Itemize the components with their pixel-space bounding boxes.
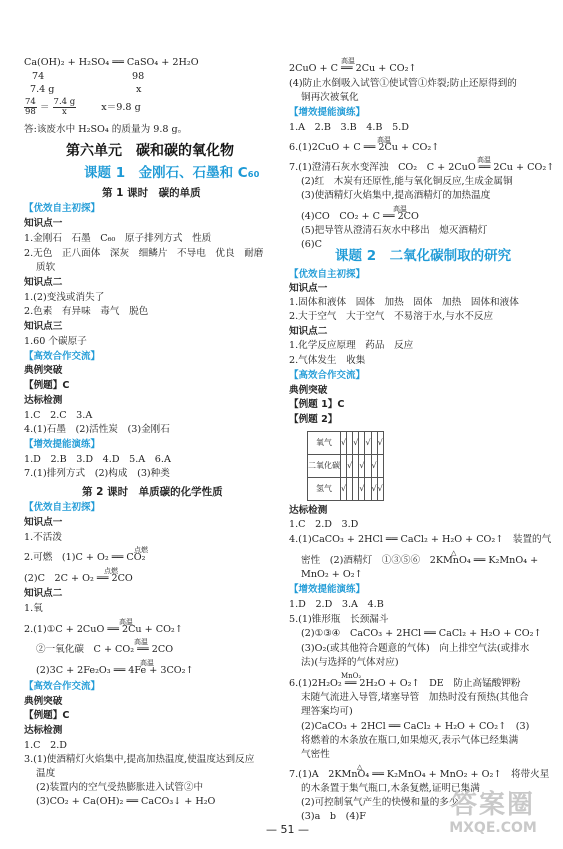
table-cell: √ (377, 432, 383, 455)
answer-line: 5.(1)锥形瓶 长颈漏斗 (289, 614, 389, 625)
result: x＝9.8 g (101, 102, 141, 113)
denominator: 98 (25, 107, 36, 117)
equation-text: 2.可燃 (1)C + O₂ ══ CO₂ (24, 552, 146, 563)
answer-line: (3)a b (4)F (301, 811, 366, 822)
answer-line: (2)CaCO₃ + 2HCl ══ CaCl₂ + H₂O + CO₂↑ (3) (301, 721, 530, 732)
condition: 高温 (140, 659, 154, 667)
knowledge-point: 知识点三 (24, 321, 63, 332)
numerator: 7.4 g (53, 97, 76, 107)
condition: 高温 (393, 205, 407, 213)
section-header: 【优效自主初探】 (289, 269, 366, 280)
equation (36, 659, 194, 677)
answer-line: 1.(2)变浅或消失了 (24, 292, 105, 303)
equation-text: 2.(1)①C + 2CuO ══ 2Cu + CO₂↑ (24, 624, 183, 635)
table-row-label: 二氧化碳 (308, 455, 341, 478)
answer-line: 的木条置于集气瓶口,木条复燃,证明已集满 (301, 783, 480, 794)
answer-line: (2)红 木炭有还原性,能与氧化铜反应,生成金属铜 (301, 176, 513, 187)
equation (24, 567, 133, 585)
answer-line: 气密性 (301, 749, 330, 760)
subheading: 典例突破 (24, 696, 63, 707)
watermark-url: MXQE.COM (449, 820, 537, 836)
knowledge-point: 知识点二 (289, 326, 328, 337)
answer-line: 2.无色 正八面体 深灰 细鳞片 不导电 优良 耐磨 (24, 248, 264, 259)
answer-line: (2)①③④ CaCO₃ + 2HCl ══ CaCl₂ + H₂O + CO₂↑ (301, 628, 542, 639)
section-header: 【增效提能演练】 (289, 107, 366, 118)
denominator: x (61, 107, 67, 117)
equation-text: 2CuO + C ══ 2Cu + CO₂↑ (289, 63, 417, 74)
equation-line (24, 567, 133, 585)
answer-line: 1.固体和液体 固体 加热 固体 加热 固体和液体 (289, 297, 519, 308)
equation-line (36, 659, 194, 677)
section-header: 【优效自主初探】 (24, 203, 101, 214)
section-title: 第 2 课时 单质碳的化学性质 (82, 486, 223, 498)
table-cell: √ (347, 455, 353, 478)
equation-text: 6.(1)2H₂O₂ ══ 2H₂O + O₂↑ DE 防止高锰酸钾粉 (289, 678, 521, 689)
equation-text: 7.(1)澄清石灰水变浑浊 CO₂ C + 2CuO ══ 2Cu + CO₂↑ (289, 162, 555, 173)
equation-line (24, 618, 183, 636)
condition: △ (357, 763, 363, 771)
section-header: 【高效合作交流】 (24, 681, 101, 692)
answer-line: 2.色素 有异味 毒气 脱色 (24, 306, 149, 317)
equation-line: Ca(OH)₂ + H₂SO₄ ══ CaSO₄ + 2H₂O (24, 57, 199, 68)
table-cell: √ (341, 478, 347, 501)
example: 【例题 1】C (289, 399, 345, 410)
mass-value: x (136, 84, 142, 95)
answer-line: 末随气流进入导管,堵塞导管 加热时没有预热(其他合 (301, 692, 529, 703)
equation-text: ②一氧化碳 C + CO₂ ══ 2CO (36, 644, 174, 655)
answer-line: 1.60 个碳原子 (24, 336, 87, 347)
equation (289, 156, 555, 174)
equation-line (289, 672, 521, 690)
answer-line: (2)装置内的空气受热膨胀进入试管②中 (36, 782, 204, 793)
table-cell: √ (353, 432, 359, 455)
unit-title: 第六单元 碳和碳的氧化物 (66, 143, 234, 159)
example: 【例题】C (24, 380, 70, 391)
answer-line: 将燃着的木条放在瓶口,如果熄灭,表示气体已经集满 (301, 735, 519, 746)
condition: 高温 (341, 57, 355, 65)
answer-line: (3)使酒精灯火焰集中,提高酒精灯的加热温度 (301, 190, 491, 201)
equation (24, 546, 148, 564)
table-cell: √ (341, 432, 347, 455)
answer-line: 1.D 2.D 3.A 4.B (289, 599, 384, 610)
mass-value: 98 (132, 71, 145, 82)
answer-line: (3)CO₂ + Ca(OH)₂ ══ CaCO₃↓ + H₂O (36, 796, 216, 807)
condition: MnO₂ (341, 672, 362, 680)
section-header: 【增效提能演练】 (24, 439, 101, 450)
equation (289, 136, 440, 154)
answer-line: 1.不活泼 (24, 532, 62, 543)
equation-line (24, 546, 148, 564)
answer-line: (6)C (301, 239, 322, 250)
equation-text: (2)C 2C + O₂ ══ 2CO (24, 573, 133, 584)
condition: 高温 (377, 136, 391, 144)
equation-text: (2)3C + 2Fe₂O₃ ══ 4Fe + 3CO₂↑ (36, 665, 194, 676)
equation-line (289, 57, 417, 75)
answer-line: 质软 (36, 262, 56, 273)
condition: △ (451, 549, 457, 557)
answer-line: 2.大于空气 大于空气 不易溶于水,与水不反应 (289, 311, 494, 322)
answer-line: 1.化学反应原理 药品 反应 (289, 340, 414, 351)
mass-value: 7.4 g (30, 84, 55, 95)
table-cell: √ (365, 432, 371, 455)
equation-text: (4)CO CO₂ + C ══ 2CO (301, 211, 419, 222)
equation-line (289, 763, 550, 781)
table-cell: √ (359, 455, 365, 478)
equation (301, 549, 539, 567)
condition: 高温 (119, 618, 133, 626)
answer-line: 7.(1)排列方式 (2)构成 (3)种类 (24, 468, 170, 479)
section-header: 【优效自主初探】 (24, 502, 101, 513)
answer-line: 4.(1)石墨 (2)活性炭 (3)金刚石 (24, 424, 170, 435)
answer-line: 1.氧 (24, 603, 43, 614)
answer-line: 1.A 2.B 3.B 4.B 5.D (289, 122, 409, 133)
answer-line: 1.C 2.D (24, 740, 67, 751)
table-row-label: 氧气 (308, 432, 341, 455)
answer-line: 2.气体发生 收集 (289, 355, 366, 366)
equation (36, 638, 174, 656)
page-number: — 51 — (266, 823, 309, 836)
section-header: 【高效合作交流】 (24, 351, 101, 362)
knowledge-point: 知识点二 (24, 277, 63, 288)
subheading: 达标检测 (289, 505, 328, 516)
equation (289, 763, 550, 781)
equation-text: 7.(1)A 2KMnO₄ ══ K₂MnO₄ + MnO₂ + O₂↑ 将带火星 (289, 769, 550, 780)
table-cell: √ (377, 478, 383, 501)
section-title: 第 1 课时 碳的单质 (102, 187, 201, 199)
table-cell: √ (371, 478, 377, 501)
section-header: 【高效合作交流】 (289, 370, 366, 381)
subheading: 达标检测 (24, 725, 63, 736)
answer-line: 1.C 2.C 3.A (24, 410, 93, 421)
fraction (53, 98, 77, 117)
lesson-title: 课题 1 金刚石、石墨和 C₆₀ (84, 165, 260, 181)
answer-line: 铜再次被氧化 (301, 92, 359, 103)
fraction (24, 98, 37, 117)
subheading: 达标检测 (24, 395, 63, 406)
equation (289, 672, 521, 690)
table-row (308, 432, 384, 455)
condition: 高温 (134, 638, 148, 646)
section-header: 【增效提能演练】 (289, 584, 366, 595)
answer-line: (5)把导管从澄清石灰水中移出 熄灭酒精灯 (301, 225, 488, 236)
answer-line: 1.C 2.D 3.D (289, 519, 359, 530)
equation-line (289, 136, 440, 154)
equation-line (289, 156, 555, 174)
answer-line: 答:该废水中 H₂SO₄ 的质量为 9.8 g。 (24, 124, 188, 135)
equation (289, 57, 417, 75)
answer-table-body (308, 432, 384, 501)
table-row-label: 氢气 (308, 478, 341, 501)
equation-line (301, 549, 539, 567)
condition: 点燃 (134, 546, 148, 554)
table-cell: √ (371, 455, 377, 478)
ratio-line: $\frac{74}{98}$ ＝ $\frac{7.4 g}{x}$ x＝9.8 g (25, 97, 141, 117)
watermark (438, 790, 548, 842)
watermark-logo: 答案圈 (450, 790, 535, 820)
knowledge-point: 知识点二 (24, 588, 63, 599)
knowledge-point: 知识点一 (24, 517, 63, 528)
answer-line: 4.(1)CaCO₃ + 2HCl ══ CaCl₂ + H₂O + CO₂↑ 装置的气 (289, 534, 552, 545)
equation-text: 6.(1)2CuO + C ══ 2Cu + CO₂↑ (289, 142, 440, 153)
example: 【例题】C (24, 710, 70, 721)
answer-table (307, 431, 384, 501)
subheading: 典例突破 (24, 365, 63, 376)
table-cell (377, 455, 383, 478)
example: 【例题 2】 (289, 414, 338, 425)
subheading: 典例突破 (289, 385, 328, 396)
equation-text: 密性 (2)酒精灯 ①③⑤⑥ 2KMnO₄ ══ K₂MnO₄ + (301, 555, 539, 566)
knowledge-point: 知识点一 (289, 283, 328, 294)
answer-line: 3.(1)使酒精灯火焰集中,提高加热温度,使温度达到反应 (24, 754, 255, 765)
answer-line: 法)(与选择的气体对应) (301, 657, 399, 668)
equation (24, 618, 183, 636)
answer-line: (4)防止水倒吸入试管①使试管①炸裂;防止还原得到的 (289, 78, 517, 89)
answer-line: 温度 (36, 768, 56, 779)
equation (301, 205, 419, 223)
numerator: 74 (25, 97, 36, 107)
table-row (308, 478, 384, 501)
answer-line: (2)可控制氧气产生的快慢和量的多少 (301, 797, 459, 808)
table-row (308, 455, 384, 478)
knowledge-point: 知识点一 (24, 218, 63, 229)
mass-value: 74 (32, 71, 45, 82)
lesson-title: 课题 2 二氧化碳制取的研究 (335, 248, 512, 264)
answer-line: MnO₂ + O₂↑ (301, 569, 363, 580)
answer-line: 理答案均可) (301, 706, 353, 717)
equation-line (36, 638, 174, 656)
table-cell: √ (359, 478, 365, 501)
equation-line (301, 205, 419, 223)
condition: 点燃 (104, 567, 118, 575)
answer-line: 1.金刚石 石墨 C₆₀ 原子排列方式 性质 (24, 233, 212, 244)
answer-line: (3)O₂(或其他符合题意的气体) 向上排空气法(或排水 (301, 643, 530, 654)
answer-line: 1.D 2.B 3.D 4.D 5.A 6.A (24, 454, 171, 465)
condition: 高温 (477, 156, 491, 164)
